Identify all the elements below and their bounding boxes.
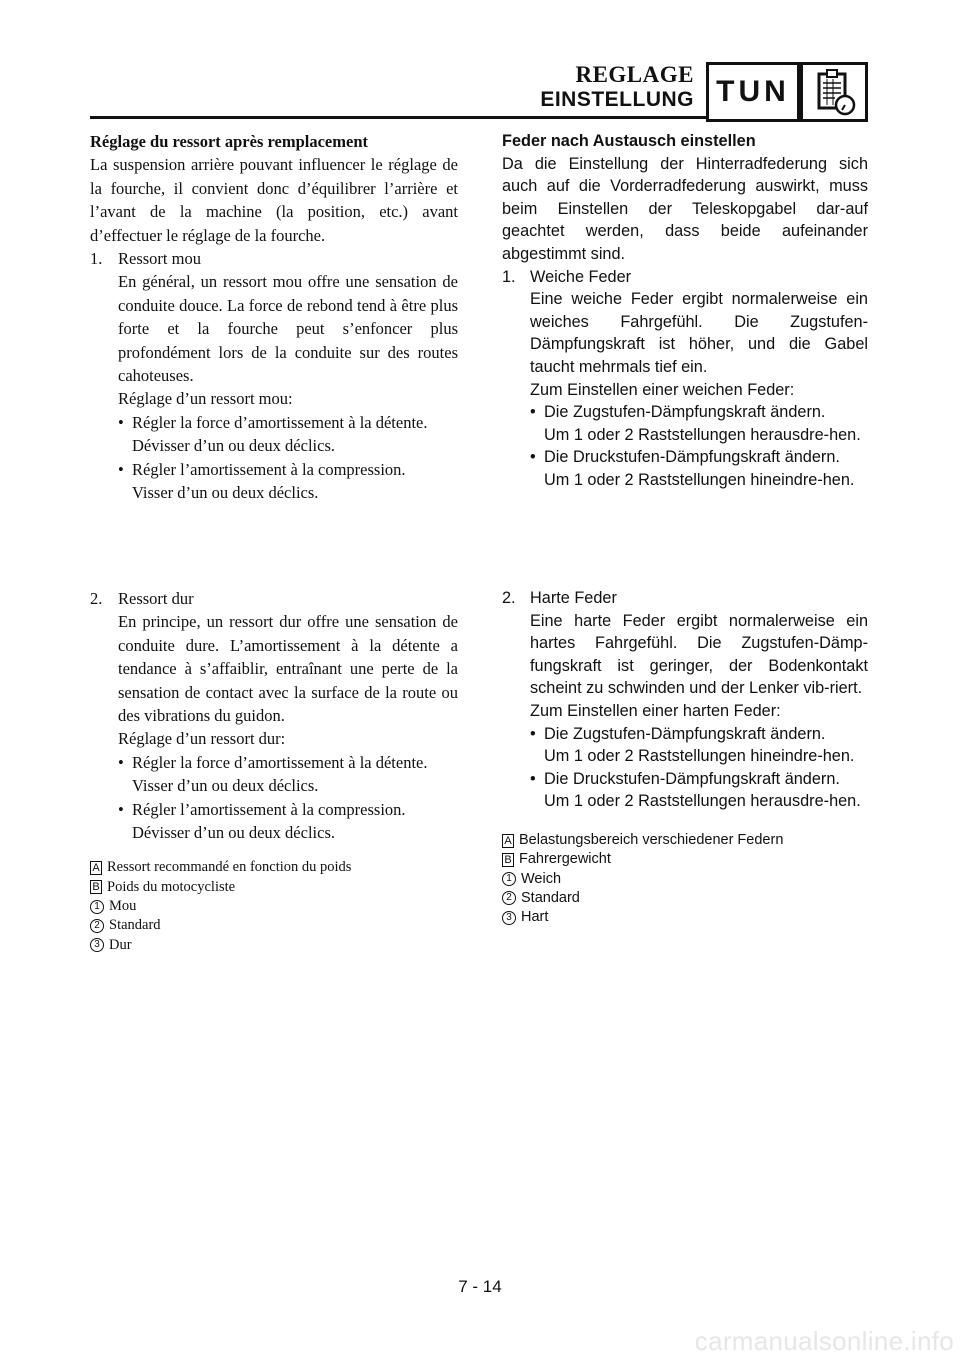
bullet-marker: • [530, 769, 536, 788]
french-item1-bullet1: Régler la force d’amortissement à la détente. [132, 412, 428, 432]
legend-marker-2: 2 [90, 919, 104, 933]
german-item2-bullet1: Die Zugstufen-Dämpfungskraft ändern. [544, 724, 826, 743]
bullet-marker: • [530, 448, 536, 467]
clipboard-stopwatch-icon [800, 62, 868, 122]
german-section-soft [502, 130, 868, 492]
french-item1-bullet1-sub: Dévisser d’un ou deux déclics. [132, 436, 335, 456]
german-item1-title: Weiche Feder [530, 267, 632, 286]
french-legend-2: Standard [109, 917, 161, 934]
french-item2-adjust-label: Réglage d’un ressort dur: [118, 729, 286, 749]
legend-marker-a: A [502, 834, 514, 848]
german-item1-bullet1-sub: Um 1 oder 2 Raststellungen herausdre-hen. [544, 425, 861, 444]
german-legend-2: Standard [521, 889, 580, 906]
watermark: carmanualsonline.info [694, 1326, 954, 1356]
german-legend [502, 831, 868, 927]
french-item2-number: 2. [90, 589, 103, 608]
french-legend-3: Dur [109, 936, 132, 953]
german-item1-number: 1. [502, 267, 516, 286]
french-item1-text: En général, un ressort mou offre une sensation de conduite douce. La force de rebond tend à être plus forte et la fourche peut s’enfoncer plus profondément lors de la conduite sur des routes cahoteuses. [118, 272, 458, 386]
bullet-marker: • [118, 799, 124, 819]
german-item2-number: 2. [502, 589, 516, 607]
german-legend-b: Fahrergewicht [519, 851, 611, 868]
header-title-de: EINSTELLUNG [540, 88, 694, 111]
legend-marker-b: B [502, 853, 514, 867]
german-item1-adjust-label: Zum Einstellen einer weichen Feder: [530, 380, 795, 399]
legend-marker-3: 3 [90, 938, 104, 952]
french-legend-a: Ressort recommandé en fonction du poids [107, 859, 352, 876]
french-item2-bullet1: Régler la force d’amortissement à la détente. [132, 752, 428, 772]
bullet-marker: • [530, 403, 536, 422]
legend-marker-a: A [90, 861, 102, 875]
french-legend-1: Mou [109, 898, 137, 915]
french-item1-number: 1. [90, 249, 103, 269]
german-intro: Da die Einstellung der Hinterradfederung sich auch auf die Vorderradfederung auswirkt, muss beim Einstellen der Teleskopgabel dar-auf geachtet werden, dass beide aufeinander abgestimmt sind. [502, 154, 868, 263]
french-item1-title: Ressort mou [118, 249, 201, 269]
french-item2-title: Ressort dur [118, 589, 194, 608]
french-section-hard [90, 587, 458, 955]
legend-marker-1: 1 [90, 900, 104, 914]
french-item1-bullet2-sub: Visser d’un ou deux déclics. [132, 483, 319, 503]
german-legend-1: Weich [521, 870, 562, 887]
bullet-marker: • [118, 752, 124, 772]
bullet-marker: • [530, 724, 536, 743]
french-item2-text: En principe, un ressort dur offre une sensation de conduite dure. L’amortissement à la détente a tendance à s’affaiblir, entraînant une perte de la sensation de contact avec la surface de la route ou des vibrations du guidon. [118, 612, 458, 726]
bullet-marker: • [118, 459, 124, 479]
legend-marker-1: 1 [502, 872, 516, 886]
page-number: 7 - 14 [458, 1277, 502, 1296]
german-item1-bullet2: Die Druckstufen-Dämpfungskraft ändern. [544, 448, 840, 467]
section-code-badge: TUN [706, 62, 800, 122]
legend-marker-3: 3 [502, 911, 516, 925]
bullet-marker: • [118, 412, 124, 432]
french-section-soft [90, 130, 458, 505]
german-item2-bullet1-sub: Um 1 oder 2 Raststellungen hineindre-hen. [544, 747, 855, 766]
legend-marker-b: B [90, 880, 102, 894]
german-item1-bullet2-sub: Um 1 oder 2 Raststellungen hineindre-hen. [544, 470, 855, 489]
french-item2-bullet1-sub: Visser d’un ou deux déclics. [132, 776, 319, 796]
french-heading: Réglage du ressort après remplacement [90, 132, 368, 151]
german-section-hard [502, 587, 868, 927]
german-heading: Feder nach Austausch einstellen [502, 132, 756, 150]
french-intro: La suspension arrière pouvant influencer le réglage de la fourche, il convient donc d’équilibrer l’arrière et l’avant de la machine (la position, etc.) avant d’effectuer le réglage de la fourche. [90, 155, 458, 245]
german-item1-bullet1: Die Zugstufen-Dämpfungskraft ändern. [544, 403, 826, 422]
french-legend [90, 858, 458, 954]
german-item2-bullet2: Die Druckstufen-Dämpfungskraft ändern. [544, 769, 840, 788]
french-item2-bullet2: Régler l’amortissement à la compression. [132, 799, 406, 819]
legend-marker-2: 2 [502, 891, 516, 905]
german-legend-3: Hart [521, 909, 549, 926]
german-item2-bullet2-sub: Um 1 oder 2 Raststellungen herausdre-hen. [544, 792, 861, 811]
german-item1-text: Eine weiche Feder ergibt normalerweise ein weiches Fahrgefühl. Die Zugstufen-Dämpfungskraft ist höher, und die Gabel taucht mehrmals tief ein. [530, 290, 868, 376]
german-item2-title: Harte Feder [530, 589, 617, 607]
german-item2-adjust-label: Zum Einstellen einer harten Feder: [530, 701, 781, 720]
german-legend-a: Belastungsbereich verschiedener Federn [519, 831, 784, 848]
french-legend-b: Poids du motocycliste [107, 878, 236, 895]
french-item1-bullet2: Régler l’amortissement à la compression. [132, 459, 406, 479]
german-item2-text: Eine harte Feder ergibt normalerweise ein hartes Fahrgefühl. Die Zugstufen-Dämp-fungskraft ist geringer, der Bodenkontakt scheint zu schwinden und der Lenker vib-riert. [530, 611, 868, 698]
header-title-fr: REGLAGE [575, 62, 694, 87]
header-rule [90, 116, 706, 119]
french-item1-adjust-label: Réglage d’un ressort mou: [118, 389, 293, 409]
french-item2-bullet2-sub: Dévisser d’un ou deux déclics. [132, 823, 335, 843]
